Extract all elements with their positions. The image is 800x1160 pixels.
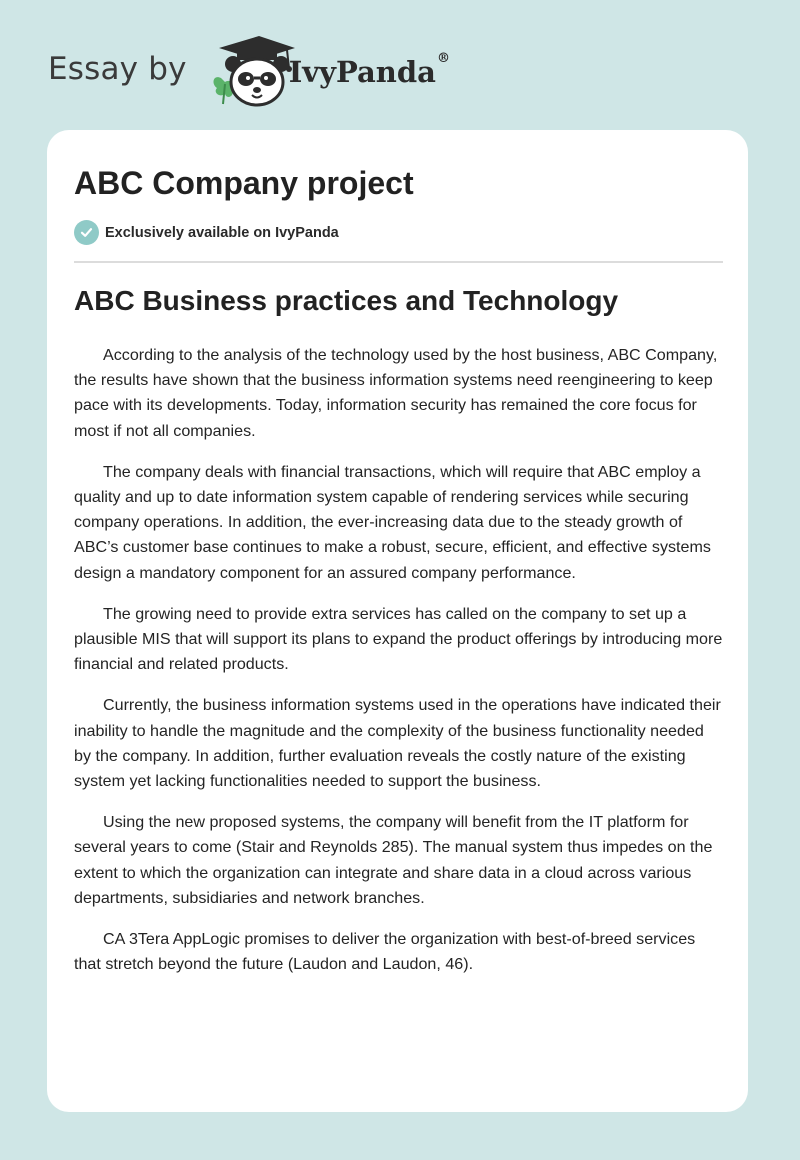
paragraph: CA 3Tera AppLogic promises to deliver the organization with best-of-breed services that stretch beyond the future (Laudon and Laudon, 46). xyxy=(74,930,696,974)
paragraph: Currently, the business information systems used in the operations have indicated their inability to handle the magnitude and the complexity of the business functionality needed by the company. In addition, further evaluation reveals the costly nature of the existing system yet lacking functionalities needed to support the business. xyxy=(74,696,721,791)
paragraph: The company deals with financial transactions, which will require that ABC employ a quality and up to date information system capable of rendering services while securing company operations. In addition, the ever-increasing data due to the steady growth of ABC’s customer base continues to make a robust, secure, efficient, and effective systems design a mandatory component for an assured company performance. xyxy=(74,462,711,582)
exclusive-badge xyxy=(74,220,339,245)
essay-card xyxy=(47,130,748,1112)
registered-mark: ® xyxy=(436,51,450,66)
exclusive-label: Exclusively available on IvyPanda xyxy=(105,224,339,241)
paragraph: Using the new proposed systems, the company will benefit from the IT platform for several years to come (Stair and Reynolds 285). The manual system thus impedes on the extent to which the organization can integrate and share data in a cloud across various departments, subsidiaries and network branches. xyxy=(74,813,713,907)
paragraph: The growing need to provide extra services has called on the company to set up a plausible MIS that will support its plans to expand the product offerings by introducing more financial and related products. xyxy=(74,604,723,674)
essay-title: ABC Company project xyxy=(74,165,414,201)
essay-body xyxy=(74,343,725,993)
paragraph: According to the analysis of the technology used by the host business, ABC Company, the results have shown that the business information systems need reengineering to keep pace with its developments. Today, information security has remained the core focus for most if not all companies. xyxy=(74,346,718,440)
divider xyxy=(74,261,723,263)
panda-graduate-logo-icon xyxy=(199,34,295,108)
essay-by-label: Essay by xyxy=(48,51,187,87)
check-circle-icon xyxy=(74,220,99,245)
brand-name: IvyPanda® xyxy=(288,51,450,89)
section-heading: ABC Business practices and Technology xyxy=(74,285,619,316)
site-brand[interactable] xyxy=(48,34,450,108)
